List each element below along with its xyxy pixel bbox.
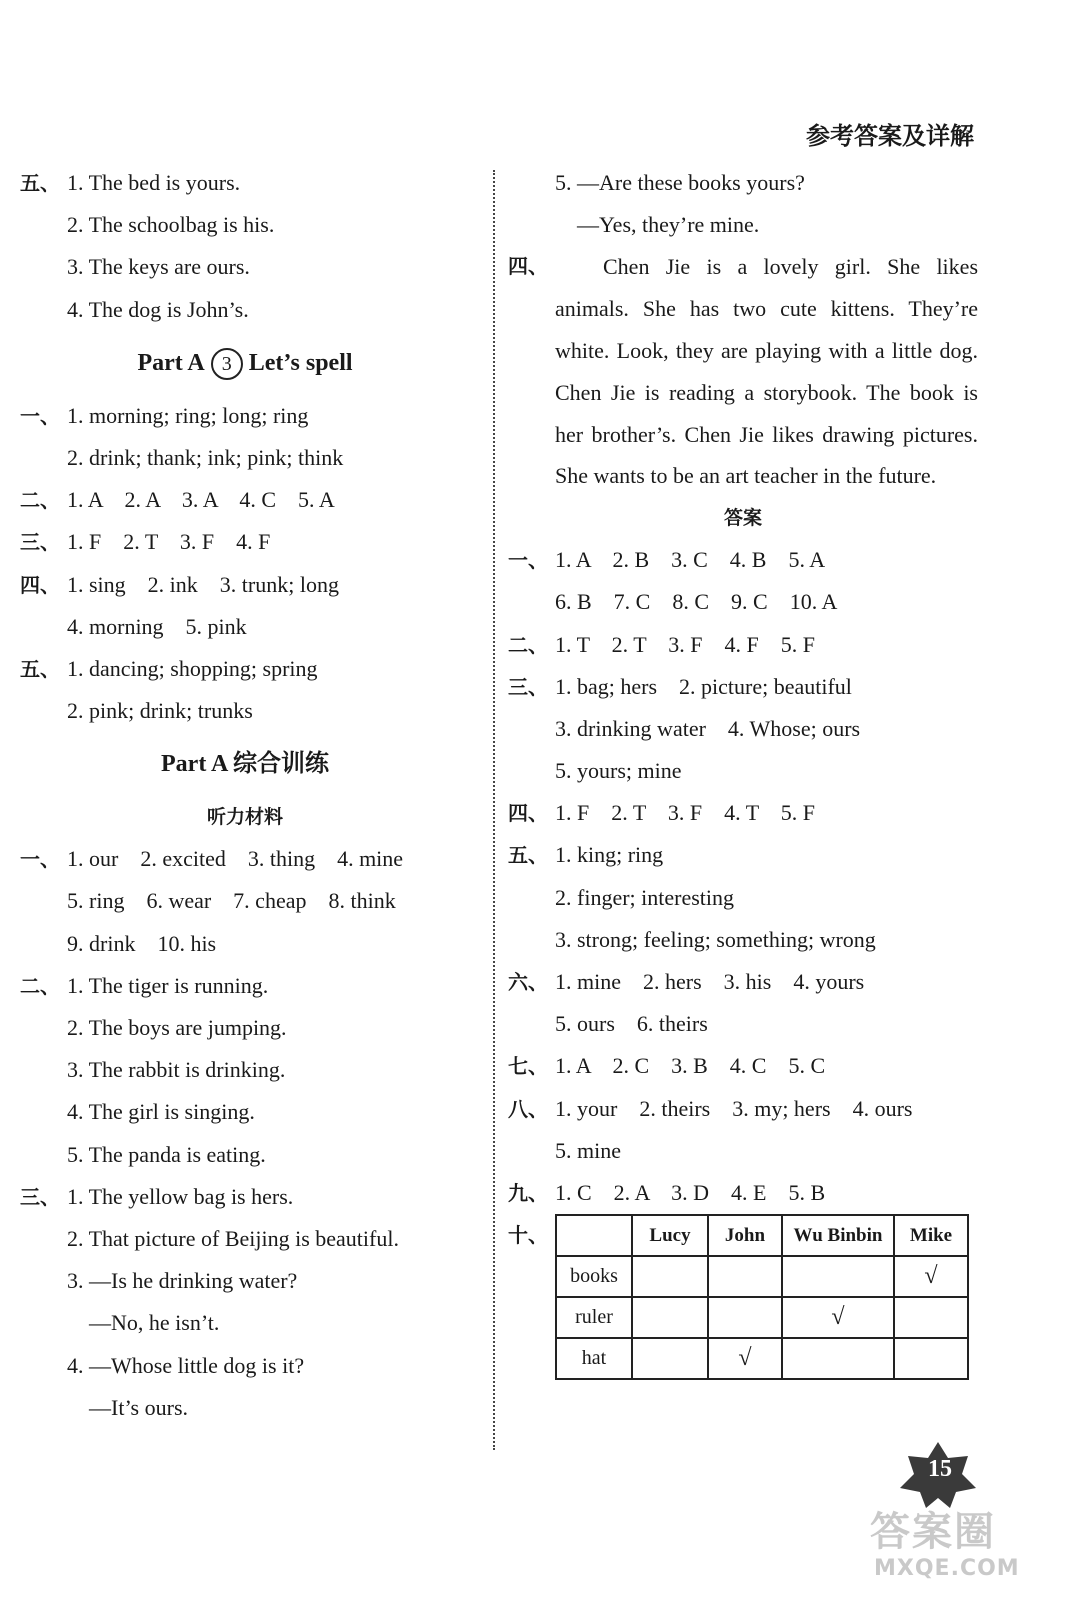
table-cell xyxy=(632,1297,708,1338)
answer-text: 9. drink 10. his xyxy=(67,930,217,956)
answer-line xyxy=(20,479,470,521)
section-title-name: Let’s spell xyxy=(248,349,353,376)
answer-line xyxy=(20,1345,470,1387)
answer-group xyxy=(20,838,470,1429)
answer-line xyxy=(20,1260,470,1302)
answer-line xyxy=(20,204,470,246)
answer-text: 5. ring 6. wear 7. cheap 8. think xyxy=(67,888,396,914)
answer-text: 3. —Is he drinking water? xyxy=(67,1268,298,1294)
item-number: 三、 xyxy=(20,1184,60,1209)
page-number: 15 xyxy=(928,1456,952,1482)
table-header-row xyxy=(556,1215,968,1256)
answer-text: 1. king; ring xyxy=(555,842,664,868)
answer-text: 3. drinking water 4. Whose; ours xyxy=(555,715,861,741)
answer-text: 4. The girl is singing. xyxy=(67,1099,255,1125)
answer-line xyxy=(20,690,470,732)
answer-text: 1. bag; hers 2. picture; beautiful xyxy=(555,673,852,699)
answer-line xyxy=(508,792,978,834)
left-column xyxy=(20,162,470,1429)
answer-text: 1. dancing; shopping; spring xyxy=(67,655,318,681)
answer-line xyxy=(508,919,978,961)
item-number: 三、 xyxy=(508,674,548,699)
item-number: 二、 xyxy=(20,973,60,998)
table-cell xyxy=(782,1256,894,1297)
answer-line xyxy=(20,838,470,880)
answer-line xyxy=(508,539,978,581)
item-number: 五、 xyxy=(20,656,60,681)
answer-line xyxy=(20,162,470,204)
answer-line xyxy=(508,1045,978,1087)
answer-table xyxy=(555,1214,969,1380)
lesson-number-circle: 3 xyxy=(211,348,243,380)
answer-text: —Yes, they’re mine. xyxy=(555,212,760,238)
answer-text: 1. The yellow bag is hers. xyxy=(67,1183,294,1209)
table-row-label: books xyxy=(556,1256,632,1297)
passage-text: Chen Jie is a lovely girl. She likes animals. She has two cute kittens. They’re white. Look, they are playing with a little dog. Chen Jie is reading a storybook. The book is her brother’s. Chen Jie likes drawing pictures. She wants to be an art teacher in the future. xyxy=(555,254,978,489)
answer-text: 1. F 2. T 3. F 4. F xyxy=(67,529,271,555)
answer-text: 4. The dog is John’s. xyxy=(67,296,249,322)
item-number: 八、 xyxy=(508,1096,548,1121)
answer-line xyxy=(20,1218,470,1260)
answer-line xyxy=(508,1088,978,1130)
answer-line xyxy=(20,965,470,1007)
page-header-title: 参考答案及详解 xyxy=(806,121,974,150)
answer-text: 5. The panda is eating. xyxy=(67,1141,266,1167)
answer-group xyxy=(20,162,470,331)
answer-line xyxy=(20,880,470,922)
answer-line xyxy=(20,1302,470,1344)
item-number: 九、 xyxy=(508,1180,548,1205)
answer-line xyxy=(508,708,978,750)
item-number: 一、 xyxy=(508,548,548,573)
answer-text: 1. A 2. B 3. C 4. B 5. A xyxy=(555,547,826,573)
table-cell: √ xyxy=(782,1297,894,1338)
table-cell xyxy=(632,1256,708,1297)
answer-text: 1. C 2. A 3. D 4. E 5. B xyxy=(555,1179,826,1205)
table-header-cell: Wu Binbin xyxy=(782,1215,894,1256)
answer-line xyxy=(20,289,470,331)
item-number: 六、 xyxy=(508,970,548,995)
item-number: 十、 xyxy=(508,1223,548,1248)
answer-text: 2. The boys are jumping. xyxy=(67,1015,287,1040)
answer-text: 3. strong; feeling; something; wrong xyxy=(555,926,876,952)
answer-line xyxy=(20,521,470,563)
answer-text: 3. The keys are ours. xyxy=(67,254,250,280)
answer-table-block xyxy=(508,1214,978,1394)
answer-line xyxy=(508,624,978,666)
item-number: 一、 xyxy=(20,847,60,872)
answer-text: 1. sing 2. ink 3. trunk; long xyxy=(67,571,339,597)
answer-line xyxy=(20,437,470,479)
right-column xyxy=(508,162,978,1394)
answer-line xyxy=(20,923,470,965)
watermark xyxy=(870,1500,1050,1590)
answer-line xyxy=(508,162,978,204)
answer-text: —It’s ours. xyxy=(67,1394,188,1420)
item-number: 一、 xyxy=(20,403,60,428)
answer-line xyxy=(508,961,978,1003)
subsection-title-listening: 听力材料 xyxy=(206,806,283,829)
section-title-part: Part A xyxy=(137,349,205,376)
answer-text: 5. mine xyxy=(555,1137,621,1163)
item-number: 五、 xyxy=(508,843,548,868)
table-cell: √ xyxy=(894,1256,968,1297)
answer-line xyxy=(20,1387,470,1429)
answer-text: —No, he isn’t. xyxy=(67,1310,220,1336)
answer-text: 2. drink; thank; ink; pink; think xyxy=(67,444,344,470)
answer-line xyxy=(508,750,978,792)
answer-line xyxy=(508,1003,978,1045)
listening-passage xyxy=(508,246,978,497)
answer-line xyxy=(20,564,470,606)
answer-line xyxy=(508,1172,978,1214)
answer-line xyxy=(20,1049,470,1091)
table-row xyxy=(556,1256,968,1297)
column-divider xyxy=(493,170,495,1450)
table-cell xyxy=(894,1338,968,1379)
table-row xyxy=(556,1338,968,1379)
answer-line xyxy=(20,1007,470,1049)
item-number: 七、 xyxy=(508,1054,548,1079)
answer-line xyxy=(20,1091,470,1133)
table-cell xyxy=(708,1256,782,1297)
answer-text: 5. yours; mine xyxy=(555,758,682,784)
answer-text: 4. morning 5. pink xyxy=(67,613,247,639)
answer-text: 6. B 7. C 8. C 9. C 10. A xyxy=(555,589,838,615)
answer-group xyxy=(20,395,470,733)
table-cell xyxy=(782,1338,894,1379)
answer-text: 3. The rabbit is drinking. xyxy=(67,1057,286,1083)
table-row-label: hat xyxy=(556,1338,632,1379)
answer-text: 2. That picture of Beijing is beautiful. xyxy=(67,1225,399,1251)
answer-line xyxy=(20,1176,470,1218)
item-number: 三、 xyxy=(20,530,60,555)
answer-line xyxy=(508,1130,978,1172)
answer-text: 1. A 2. C 3. B 4. C 5. C xyxy=(555,1053,826,1079)
table-row xyxy=(556,1297,968,1338)
answer-text: 4. —Whose little dog is it? xyxy=(67,1352,305,1378)
answer-text: 2. finger; interesting xyxy=(555,884,735,910)
answer-text: 1. The tiger is running. xyxy=(67,972,269,998)
answer-text: 1. The bed is yours. xyxy=(67,170,241,195)
item-number: 四、 xyxy=(20,572,60,597)
answer-text: 1. T 2. T 3. F 4. F 5. F xyxy=(555,631,815,657)
table-header-cell xyxy=(556,1215,632,1256)
answer-text: 2. pink; drink; trunks xyxy=(67,698,253,724)
item-number: 四、 xyxy=(508,254,548,279)
watermark-logo: 答案圈 xyxy=(870,1509,996,1555)
answer-line xyxy=(20,648,470,690)
item-number: 二、 xyxy=(20,488,60,513)
answer-group xyxy=(508,162,978,246)
answer-line xyxy=(20,395,470,437)
answers-title: 答案 xyxy=(723,507,762,530)
answer-text: 2. The schoolbag is his. xyxy=(67,212,275,238)
item-number: 二、 xyxy=(508,632,548,657)
section-title-lets-spell xyxy=(20,331,470,395)
answer-line xyxy=(508,877,978,919)
item-number: 五、 xyxy=(20,171,60,195)
answer-line xyxy=(508,666,978,708)
table-header-cell: Lucy xyxy=(632,1215,708,1256)
answer-line xyxy=(508,204,978,246)
table-header-cell: Mike xyxy=(894,1215,968,1256)
answer-text: 1. your 2. theirs 3. my; hers 4. ours xyxy=(555,1095,913,1121)
answer-text: 1. our 2. excited 3. thing 4. mine xyxy=(67,846,404,872)
answer-line xyxy=(508,581,978,623)
answer-line xyxy=(20,246,470,288)
answer-line xyxy=(20,606,470,648)
answer-group xyxy=(508,539,978,1214)
item-number: 四、 xyxy=(508,801,548,826)
answer-text: 5. —Are these books yours? xyxy=(555,170,805,195)
answer-line xyxy=(20,1134,470,1176)
section-title-review: Part A 综合训练 xyxy=(161,751,329,778)
table-cell: √ xyxy=(708,1338,782,1379)
table-header-cell: John xyxy=(708,1215,782,1256)
table-row-label: ruler xyxy=(556,1297,632,1338)
table-cell xyxy=(632,1338,708,1379)
answer-text: 1. mine 2. hers 3. his 4. yours xyxy=(555,969,865,995)
watermark-url: MXQE.COM xyxy=(874,1556,1020,1581)
answer-line xyxy=(508,834,978,876)
table-cell xyxy=(894,1297,968,1338)
answer-text: 1. F 2. T 3. F 4. T 5. F xyxy=(555,800,815,826)
table-cell xyxy=(708,1297,782,1338)
answer-text: 5. ours 6. theirs xyxy=(555,1011,708,1037)
answer-text: 1. A 2. A 3. A 4. C 5. A xyxy=(67,487,335,513)
answer-text: 1. morning; ring; long; ring xyxy=(67,402,309,428)
